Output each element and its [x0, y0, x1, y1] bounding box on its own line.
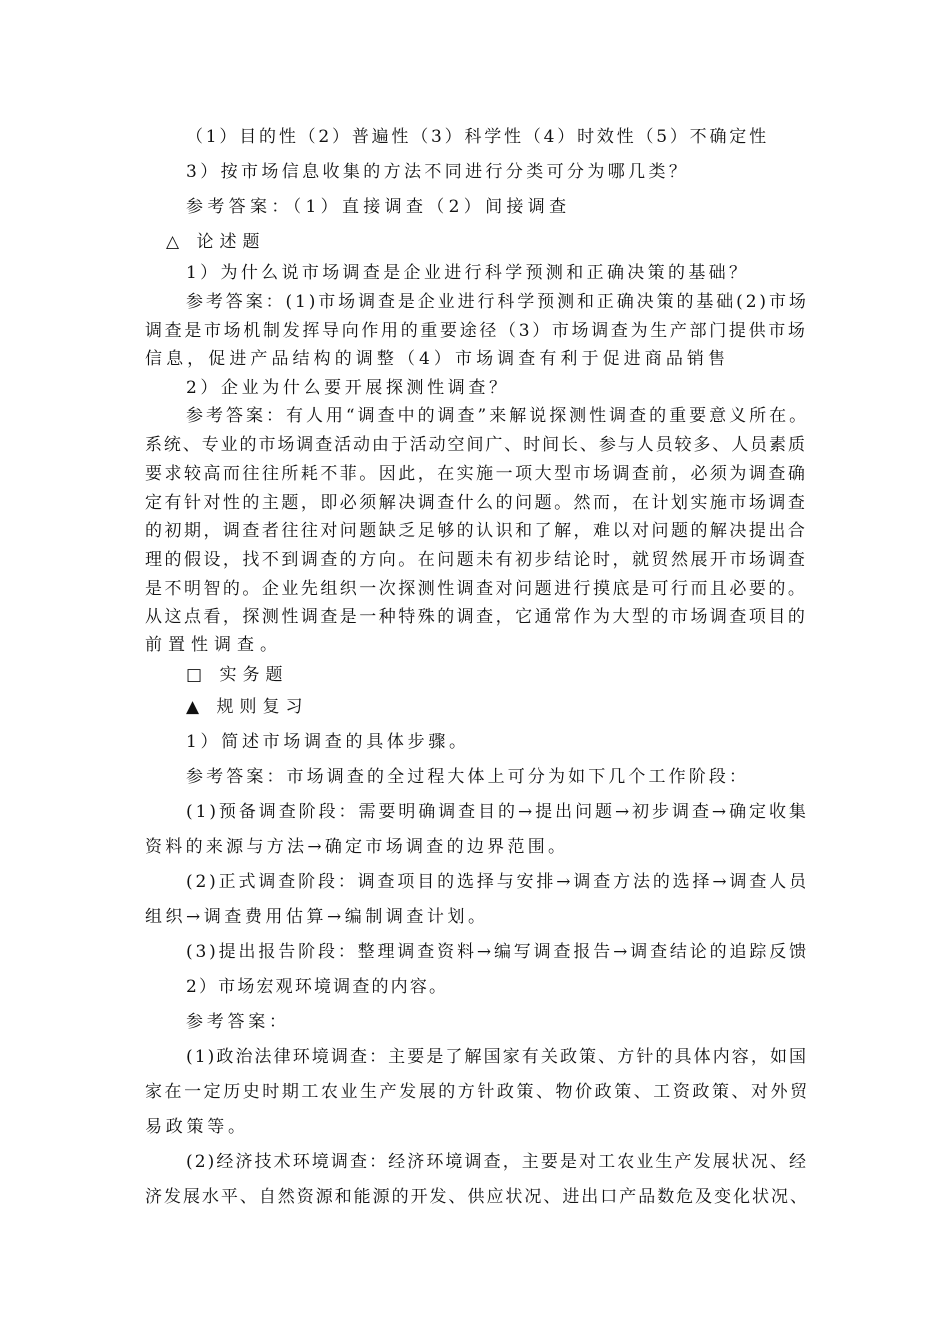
paragraph-line: 是不明智的。企业先组织一次探测性调查对问题进行摸底是可行而且必要的。 [145, 579, 808, 599]
answer-line: 参考答案：市场调查的全过程大体上可分为如下几个工作阶段： [186, 767, 750, 787]
paragraph-line: 济发展水平、自然资源和能源的开发、供应状况、进出口产品数危及变化状况、 [145, 1187, 809, 1207]
paragraph-line: 前置性调查。 [145, 635, 283, 655]
section-heading: □ 实务题 [186, 665, 289, 685]
answer-list-line: （1）目的性（2）普遍性（3）科学性（4）时效性（5）不确定性 [186, 127, 769, 147]
answer-line: 参考答案：（1）直接调查（2）间接调查 [186, 197, 571, 217]
question-line: 3）按市场信息收集的方法不同进行分类可分为哪几类？ [186, 162, 690, 182]
section-heading: △ 论述题 [166, 232, 266, 252]
section-heading: ▲ 规则复习 [186, 697, 309, 717]
paragraph-line: 定有针对性的主题，即必须解决调查什么的问题。然而，在计划实施市场调查 [145, 493, 808, 513]
step-line: (1)预备调查阶段：需要明确调查目的→提出问题→初步调查→确定收集 [186, 802, 809, 822]
paragraph-line: 要求较高而往往所耗不菲。因此，在实施一项大型市场调查前，必须为调查确 [145, 464, 808, 484]
paragraph-line: 的初期，调查者往往对问题缺乏足够的认识和了解，难以对问题的解决提出合 [145, 521, 808, 541]
paragraph-line: 理的假设，找不到调查的方向。在问题未有初步结论时，就贸然展开市场调查 [145, 550, 808, 570]
paragraph-line: 从这点看，探测性调查是一种特殊的调查，它通常作为大型的市场调查项目的 [145, 607, 808, 627]
step-line: 组织→调查费用估算→编制调查计划。 [145, 907, 489, 927]
step-line: 资料的来源与方法→确定市场调查的边界范围。 [145, 837, 569, 857]
step-line: (2)正式调查阶段：调查项目的选择与安排→调查方法的选择→调查人员 [186, 872, 809, 892]
paragraph-line: 系统、专业的市场调查活动由于活动空间广、时间长、参与人员较多、人员素质 [145, 435, 807, 455]
question-line: 2）企业为什么要开展探测性调查？ [186, 378, 510, 398]
answer-line: 参考答案： [186, 1012, 290, 1032]
paragraph-line: 易政策等。 [145, 1117, 249, 1137]
step-line: (3)提出报告阶段：整理调查资料→编写调查报告→调查结论的追踪反馈 [186, 942, 809, 962]
question-line: 2）市场宏观环境调查的内容。 [186, 977, 449, 997]
question-line: 1）为什么说市场调查是企业进行科学预测和正确决策的基础？ [186, 263, 750, 283]
paragraph-line: 家在一定历史时期工农业生产发展的方针政策、物价政策、工资政策、对外贸 [145, 1082, 810, 1102]
question-line: 1）简述市场调查的具体步骤。 [186, 732, 470, 752]
answer-line: 参考答案：(1)市场调查是企业进行科学预测和正确决策的基础(2)市场 [186, 292, 809, 312]
paragraph-line: (2)经济技术环境调查：经济环境调查，主要是对工农业生产发展状况、经 [186, 1152, 809, 1172]
paragraph-line: (1)政治法律环境调查：主要是了解国家有关政策、方针的具体内容，如国 [186, 1047, 809, 1067]
answer-line: 参考答案：有人用“调查中的调查”来解说探测性调查的重要意义所在。 [186, 406, 810, 426]
paragraph-line: 信息，促进产品结构的调整（4）市场调查有利于促进商品销售 [145, 349, 730, 369]
paragraph-line: 调查是市场机制发挥导向作用的重要途径（3）市场调查为生产部门提供市场 [145, 321, 808, 341]
